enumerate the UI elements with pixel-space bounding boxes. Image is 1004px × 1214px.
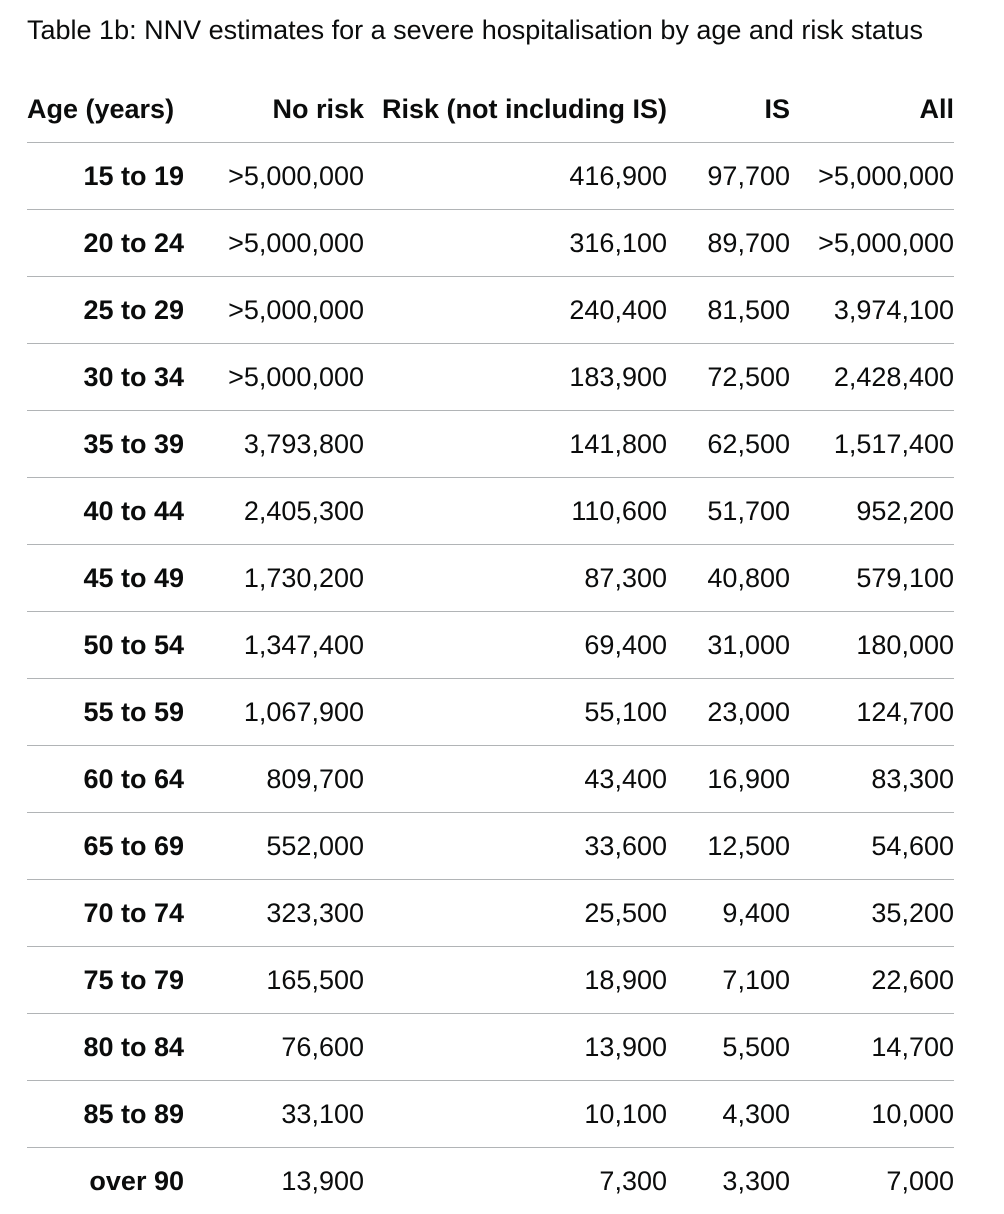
- table-row: [27, 880, 954, 947]
- cell-age: 35 to 39: [27, 411, 184, 478]
- cell-risk: 25,500: [364, 880, 667, 947]
- cell-risk: 141,800: [364, 411, 667, 478]
- cell-age: 70 to 74: [27, 880, 184, 947]
- table-row: [27, 813, 954, 880]
- table-header: [27, 76, 954, 143]
- cell-risk: 416,900: [364, 143, 667, 210]
- cell-all: 22,600: [790, 947, 954, 1014]
- cell-all: >5,000,000: [790, 143, 954, 210]
- cell-all: 579,100: [790, 545, 954, 612]
- cell-all: >5,000,000: [790, 210, 954, 277]
- cell-is: 72,500: [667, 344, 790, 411]
- cell-all: 1,517,400: [790, 411, 954, 478]
- cell-no-risk: >5,000,000: [184, 344, 364, 411]
- cell-is: 51,700: [667, 478, 790, 545]
- header-risk: Risk (not including IS): [364, 76, 667, 143]
- cell-all: 54,600: [790, 813, 954, 880]
- cell-risk: 10,100: [364, 1081, 667, 1148]
- cell-no-risk: >5,000,000: [184, 210, 364, 277]
- cell-no-risk: 33,100: [184, 1081, 364, 1148]
- cell-age: 25 to 29: [27, 277, 184, 344]
- table-row: [27, 612, 954, 679]
- header-all: All: [790, 76, 954, 143]
- cell-no-risk: 1,730,200: [184, 545, 364, 612]
- cell-no-risk: 2,405,300: [184, 478, 364, 545]
- header-age: Age (years): [27, 76, 184, 143]
- table-row: [27, 344, 954, 411]
- cell-all: 14,700: [790, 1014, 954, 1081]
- cell-risk: 43,400: [364, 746, 667, 813]
- cell-all: 83,300: [790, 746, 954, 813]
- cell-risk: 7,300: [364, 1148, 667, 1214]
- cell-risk: 13,900: [364, 1014, 667, 1081]
- cell-all: 124,700: [790, 679, 954, 746]
- table-caption: Table 1b: NNV estimates for a severe hospitalisation by age and risk status: [27, 12, 923, 48]
- cell-no-risk: 323,300: [184, 880, 364, 947]
- cell-no-risk: 1,067,900: [184, 679, 364, 746]
- table-row: [27, 1148, 954, 1214]
- cell-is: 89,700: [667, 210, 790, 277]
- cell-is: 7,100: [667, 947, 790, 1014]
- cell-is: 4,300: [667, 1081, 790, 1148]
- cell-is: 16,900: [667, 746, 790, 813]
- cell-is: 9,400: [667, 880, 790, 947]
- cell-all: 10,000: [790, 1081, 954, 1148]
- cell-age: over 90: [27, 1148, 184, 1214]
- cell-no-risk: 1,347,400: [184, 612, 364, 679]
- cell-risk: 110,600: [364, 478, 667, 545]
- cell-all: 7,000: [790, 1148, 954, 1214]
- cell-no-risk: >5,000,000: [184, 277, 364, 344]
- table-row: [27, 411, 954, 478]
- cell-risk: 33,600: [364, 813, 667, 880]
- cell-all: 3,974,100: [790, 277, 954, 344]
- cell-no-risk: 165,500: [184, 947, 364, 1014]
- table-row: [27, 277, 954, 344]
- cell-no-risk: 13,900: [184, 1148, 364, 1214]
- cell-age: 50 to 54: [27, 612, 184, 679]
- cell-age: 65 to 69: [27, 813, 184, 880]
- cell-no-risk: 552,000: [184, 813, 364, 880]
- cell-no-risk: 809,700: [184, 746, 364, 813]
- cell-no-risk: 3,793,800: [184, 411, 364, 478]
- table-body: [27, 143, 954, 1214]
- cell-is: 40,800: [667, 545, 790, 612]
- header-is: IS: [667, 76, 790, 143]
- cell-all: 952,200: [790, 478, 954, 545]
- cell-age: 85 to 89: [27, 1081, 184, 1148]
- cell-is: 81,500: [667, 277, 790, 344]
- cell-age: 55 to 59: [27, 679, 184, 746]
- cell-is: 97,700: [667, 143, 790, 210]
- cell-is: 12,500: [667, 813, 790, 880]
- cell-is: 62,500: [667, 411, 790, 478]
- table-row: [27, 1081, 954, 1148]
- table-row: [27, 210, 954, 277]
- cell-risk: 183,900: [364, 344, 667, 411]
- table-row: [27, 545, 954, 612]
- table-row: [27, 1014, 954, 1081]
- cell-age: 45 to 49: [27, 545, 184, 612]
- cell-is: 5,500: [667, 1014, 790, 1081]
- cell-all: 35,200: [790, 880, 954, 947]
- cell-age: 30 to 34: [27, 344, 184, 411]
- table-row: [27, 746, 954, 813]
- cell-age: 15 to 19: [27, 143, 184, 210]
- cell-no-risk: >5,000,000: [184, 143, 364, 210]
- cell-risk: 240,400: [364, 277, 667, 344]
- table-row: [27, 947, 954, 1014]
- nnv-table: [27, 76, 954, 1214]
- table-row: [27, 679, 954, 746]
- cell-age: 40 to 44: [27, 478, 184, 545]
- cell-age: 20 to 24: [27, 210, 184, 277]
- header-row: [27, 76, 954, 143]
- cell-age: 80 to 84: [27, 1014, 184, 1081]
- cell-risk: 55,100: [364, 679, 667, 746]
- cell-all: 180,000: [790, 612, 954, 679]
- cell-risk: 87,300: [364, 545, 667, 612]
- cell-is: 23,000: [667, 679, 790, 746]
- cell-all: 2,428,400: [790, 344, 954, 411]
- cell-is: 3,300: [667, 1148, 790, 1214]
- cell-age: 75 to 79: [27, 947, 184, 1014]
- cell-risk: 316,100: [364, 210, 667, 277]
- cell-is: 31,000: [667, 612, 790, 679]
- cell-risk: 18,900: [364, 947, 667, 1014]
- header-no-risk: No risk: [184, 76, 364, 143]
- table-row: [27, 143, 954, 210]
- cell-risk: 69,400: [364, 612, 667, 679]
- cell-age: 60 to 64: [27, 746, 184, 813]
- table-row: [27, 478, 954, 545]
- cell-no-risk: 76,600: [184, 1014, 364, 1081]
